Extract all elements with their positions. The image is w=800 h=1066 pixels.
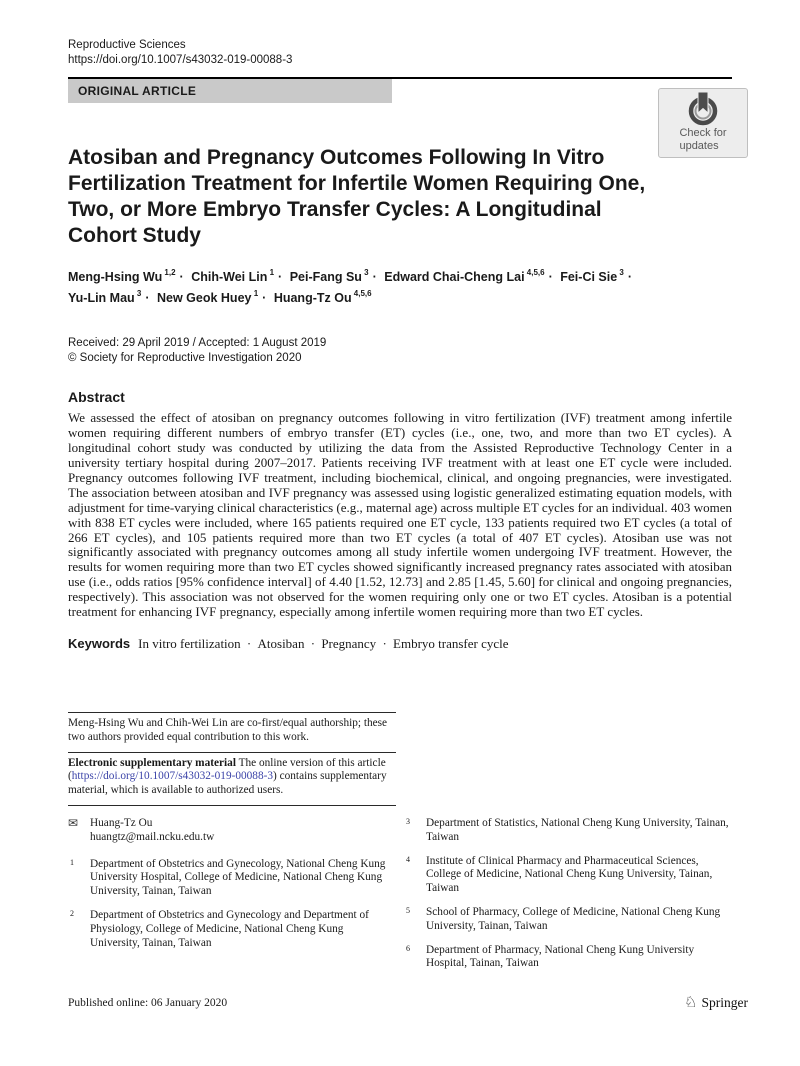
affiliation-item bbox=[404, 944, 732, 972]
author-separator: · bbox=[278, 270, 283, 285]
author: Edward Chai-Cheng Lai $^{4,5,6}$ bbox=[384, 268, 545, 285]
author: Huang-Tz Ou $^{4,5,6}$ bbox=[273, 289, 372, 306]
esm-doi-link[interactable]: https://doi.org/10.1007/s43032-019-00088-3 bbox=[71, 770, 274, 783]
affiliation-text: Department of Obstetrics and Gynecology and Department of Physiology, College of Medicine, National Cheng Kung University, Tainan, Taiwan bbox=[90, 908, 369, 949]
author: Chih-Wei Lin $^1$ bbox=[191, 268, 275, 285]
affiliation-text: School of Pharmacy, College of Medicine, National Cheng Kung University, Tainan, Taiwan bbox=[426, 905, 721, 932]
abstract-heading: Abstract bbox=[68, 389, 125, 406]
affiliation-column-left bbox=[68, 817, 396, 981]
author: Yu-Lin Mau $^3$ bbox=[68, 289, 142, 306]
keyword: In vitro fertilization bbox=[138, 636, 241, 651]
article-type-banner: ORIGINAL ARTICLE bbox=[68, 79, 392, 103]
author: New Geok Huey $^1$ bbox=[157, 289, 259, 306]
check-updates-icon bbox=[685, 91, 721, 127]
springer-wordmark: Springer bbox=[701, 995, 748, 1010]
published-online: Published online: 06 January 2020 bbox=[68, 997, 228, 1009]
affiliation-columns bbox=[68, 817, 732, 981]
affiliation-text: Institute of Clinical Pharmacy and Pharmaceutical Sciences, College of Medicine, National Cheng Kung University, Tainan, Taiwan bbox=[426, 854, 713, 895]
esm-text-after: ) contains supplementary material, which is available to authorized users. bbox=[68, 770, 387, 797]
author-line bbox=[68, 265, 708, 307]
affiliation-item bbox=[68, 909, 396, 950]
keywords-items bbox=[138, 636, 508, 651]
author-separator: · bbox=[548, 270, 553, 285]
keywords-heading: Keywords bbox=[68, 636, 131, 651]
esm-heading: Electronic supplementary material bbox=[68, 756, 236, 769]
springer-knight-icon: ♘ bbox=[684, 994, 698, 1011]
affiliation-number: 2 bbox=[70, 908, 74, 918]
footnote-rule-top bbox=[68, 712, 396, 713]
affiliation-text: Department of Obstetrics and Gynecology, National Cheng Kung University Hospital, College of Medicine, National Cheng Kung University, Tainan, Taiwan bbox=[90, 857, 386, 898]
affiliation-column-right bbox=[404, 817, 732, 981]
affiliation-number: 4 bbox=[406, 854, 410, 864]
keyword: Atosiban bbox=[257, 636, 305, 651]
keywords-line bbox=[68, 636, 732, 652]
affiliation-item bbox=[404, 855, 732, 896]
copyright-line: © Society for Reproductive Investigation 2020 bbox=[68, 352, 302, 365]
affiliation-item bbox=[404, 906, 732, 934]
corresponding-author-email[interactable]: huangtz@mail.ncku.edu.tw bbox=[90, 830, 215, 843]
article-title: Atosiban and Pregnancy Outcomes Following In Vitro Fertilization Treatment for Infertile Women Requiring One, Two, or More Embryo Transfer Cycles: A Longitudinal Cohort Study bbox=[68, 146, 646, 247]
springer-logo bbox=[684, 995, 748, 1011]
envelope-icon: ✉ bbox=[68, 815, 79, 830]
keyword: Embryo transfer cycle bbox=[393, 636, 509, 651]
affiliation-text: Department of Pharmacy, National Cheng Kung University Hospital, Tainan, Taiwan bbox=[426, 943, 695, 970]
affiliation-item bbox=[68, 858, 396, 899]
check-for-updates-badge[interactable] bbox=[658, 88, 748, 158]
affiliations-right bbox=[404, 817, 732, 971]
received-accepted: Received: 29 April 2019 / Accepted: 1 August 2019 bbox=[68, 337, 327, 350]
author-separator: · bbox=[262, 291, 267, 306]
author: Meng-Hsing Wu $^{1,2}$ bbox=[68, 268, 176, 285]
affiliation-text: Department of Statistics, National Cheng Kung University, Tainan, Taiwan bbox=[426, 816, 729, 843]
affiliation-number: 5 bbox=[406, 905, 410, 915]
journal-name: Reproductive Sciences bbox=[68, 39, 186, 51]
footnote-rule-mid bbox=[68, 752, 396, 753]
keyword-separator: · bbox=[307, 636, 319, 651]
dates-block bbox=[68, 336, 732, 366]
author-separator: · bbox=[179, 270, 184, 285]
affiliations-left bbox=[68, 858, 396, 951]
correspondence-block bbox=[68, 817, 396, 845]
author-separator: · bbox=[627, 270, 633, 285]
journal-doi: https://doi.org/10.1007/s43032-019-00088-3 bbox=[68, 54, 293, 66]
footnote-and-affiliations bbox=[68, 712, 732, 981]
check-updates-label: Check for updates bbox=[679, 127, 727, 152]
affiliation-number: 3 bbox=[406, 816, 410, 826]
esm-text-before: The online version of this article ( bbox=[68, 756, 386, 783]
footnote-block bbox=[68, 712, 396, 806]
keyword: Pregnancy bbox=[321, 636, 377, 651]
author: Pei-Fang Su $^3$ bbox=[289, 268, 369, 285]
cofirst-footnote: Meng-Hsing Wu and Chih-Wei Lin are co-first/equal authorship; these two authors provided equal contribution to this work. bbox=[68, 717, 388, 743]
affiliation-number: 6 bbox=[406, 943, 410, 953]
affiliation-number: 1 bbox=[70, 857, 74, 867]
corresponding-author-name: Huang-Tz Ou bbox=[90, 816, 153, 829]
esm-footnote bbox=[68, 757, 396, 798]
author-separator: · bbox=[145, 291, 150, 306]
author-separator: · bbox=[372, 270, 377, 285]
keyword-separator: · bbox=[379, 636, 391, 651]
page-footer bbox=[68, 995, 748, 1011]
author: Fei-Ci Sie $^3$ bbox=[560, 268, 624, 285]
affiliation-item bbox=[404, 817, 732, 845]
abstract-text: We assessed the effect of atosiban on pregnancy outcomes following in vitro fertilization (IVF) treatment among infertile women requiring different numbers of embryo transfer (ET) cycles (i.e., one, two, and more than two ET cycles). A longitudinal cohort study was conducted by utilizing the data from the Assisted Reproductive Technology Center in a university tertiary hospital during 2007–2017. Patients receiving IVF treatment with at least one ET cycle were included. Pregnancy outcomes following IVF treatment, including biochemical, clinical, and ongoing pregnancies, were investigated. The association between atosiban and IVF pregnancy was assessed using logistic generalized estimating equation models, with adjustment for time-varying clinical characteristics (e.g., maternal age) across multiple ET cycles for an individual. 403 women with 838 ET cycles were included, where 165 patients required one ET cycle, 133 patients required two ET cycles (a total of 266 ET cycles), and 105 patients required more than two ET cycles (a total of 407 ET cycles). Atosiban use was not significantly associated with pregnancy outcomes among all study infertile women undergoing IVF treatment. However, the results for women requiring more than two ET cycles showed significantly increased pregnancy rates associated with atosiban use (i.e., odds ratios [95% confidence interval] of 4.40 [1.52, 12.73] and 2.85 [1.45, 5.60] for clinical and ongoing pregnancies, respectively). This association was not observed for the women requiring only one or two ET cycles. Atosiban is a potential treatment for enhancing IVF pregnancy, especially among infertile women requiring more than two ET cycles. bbox=[68, 410, 732, 620]
keyword-separator: · bbox=[243, 636, 255, 651]
footnote-rule-bottom bbox=[68, 805, 396, 806]
